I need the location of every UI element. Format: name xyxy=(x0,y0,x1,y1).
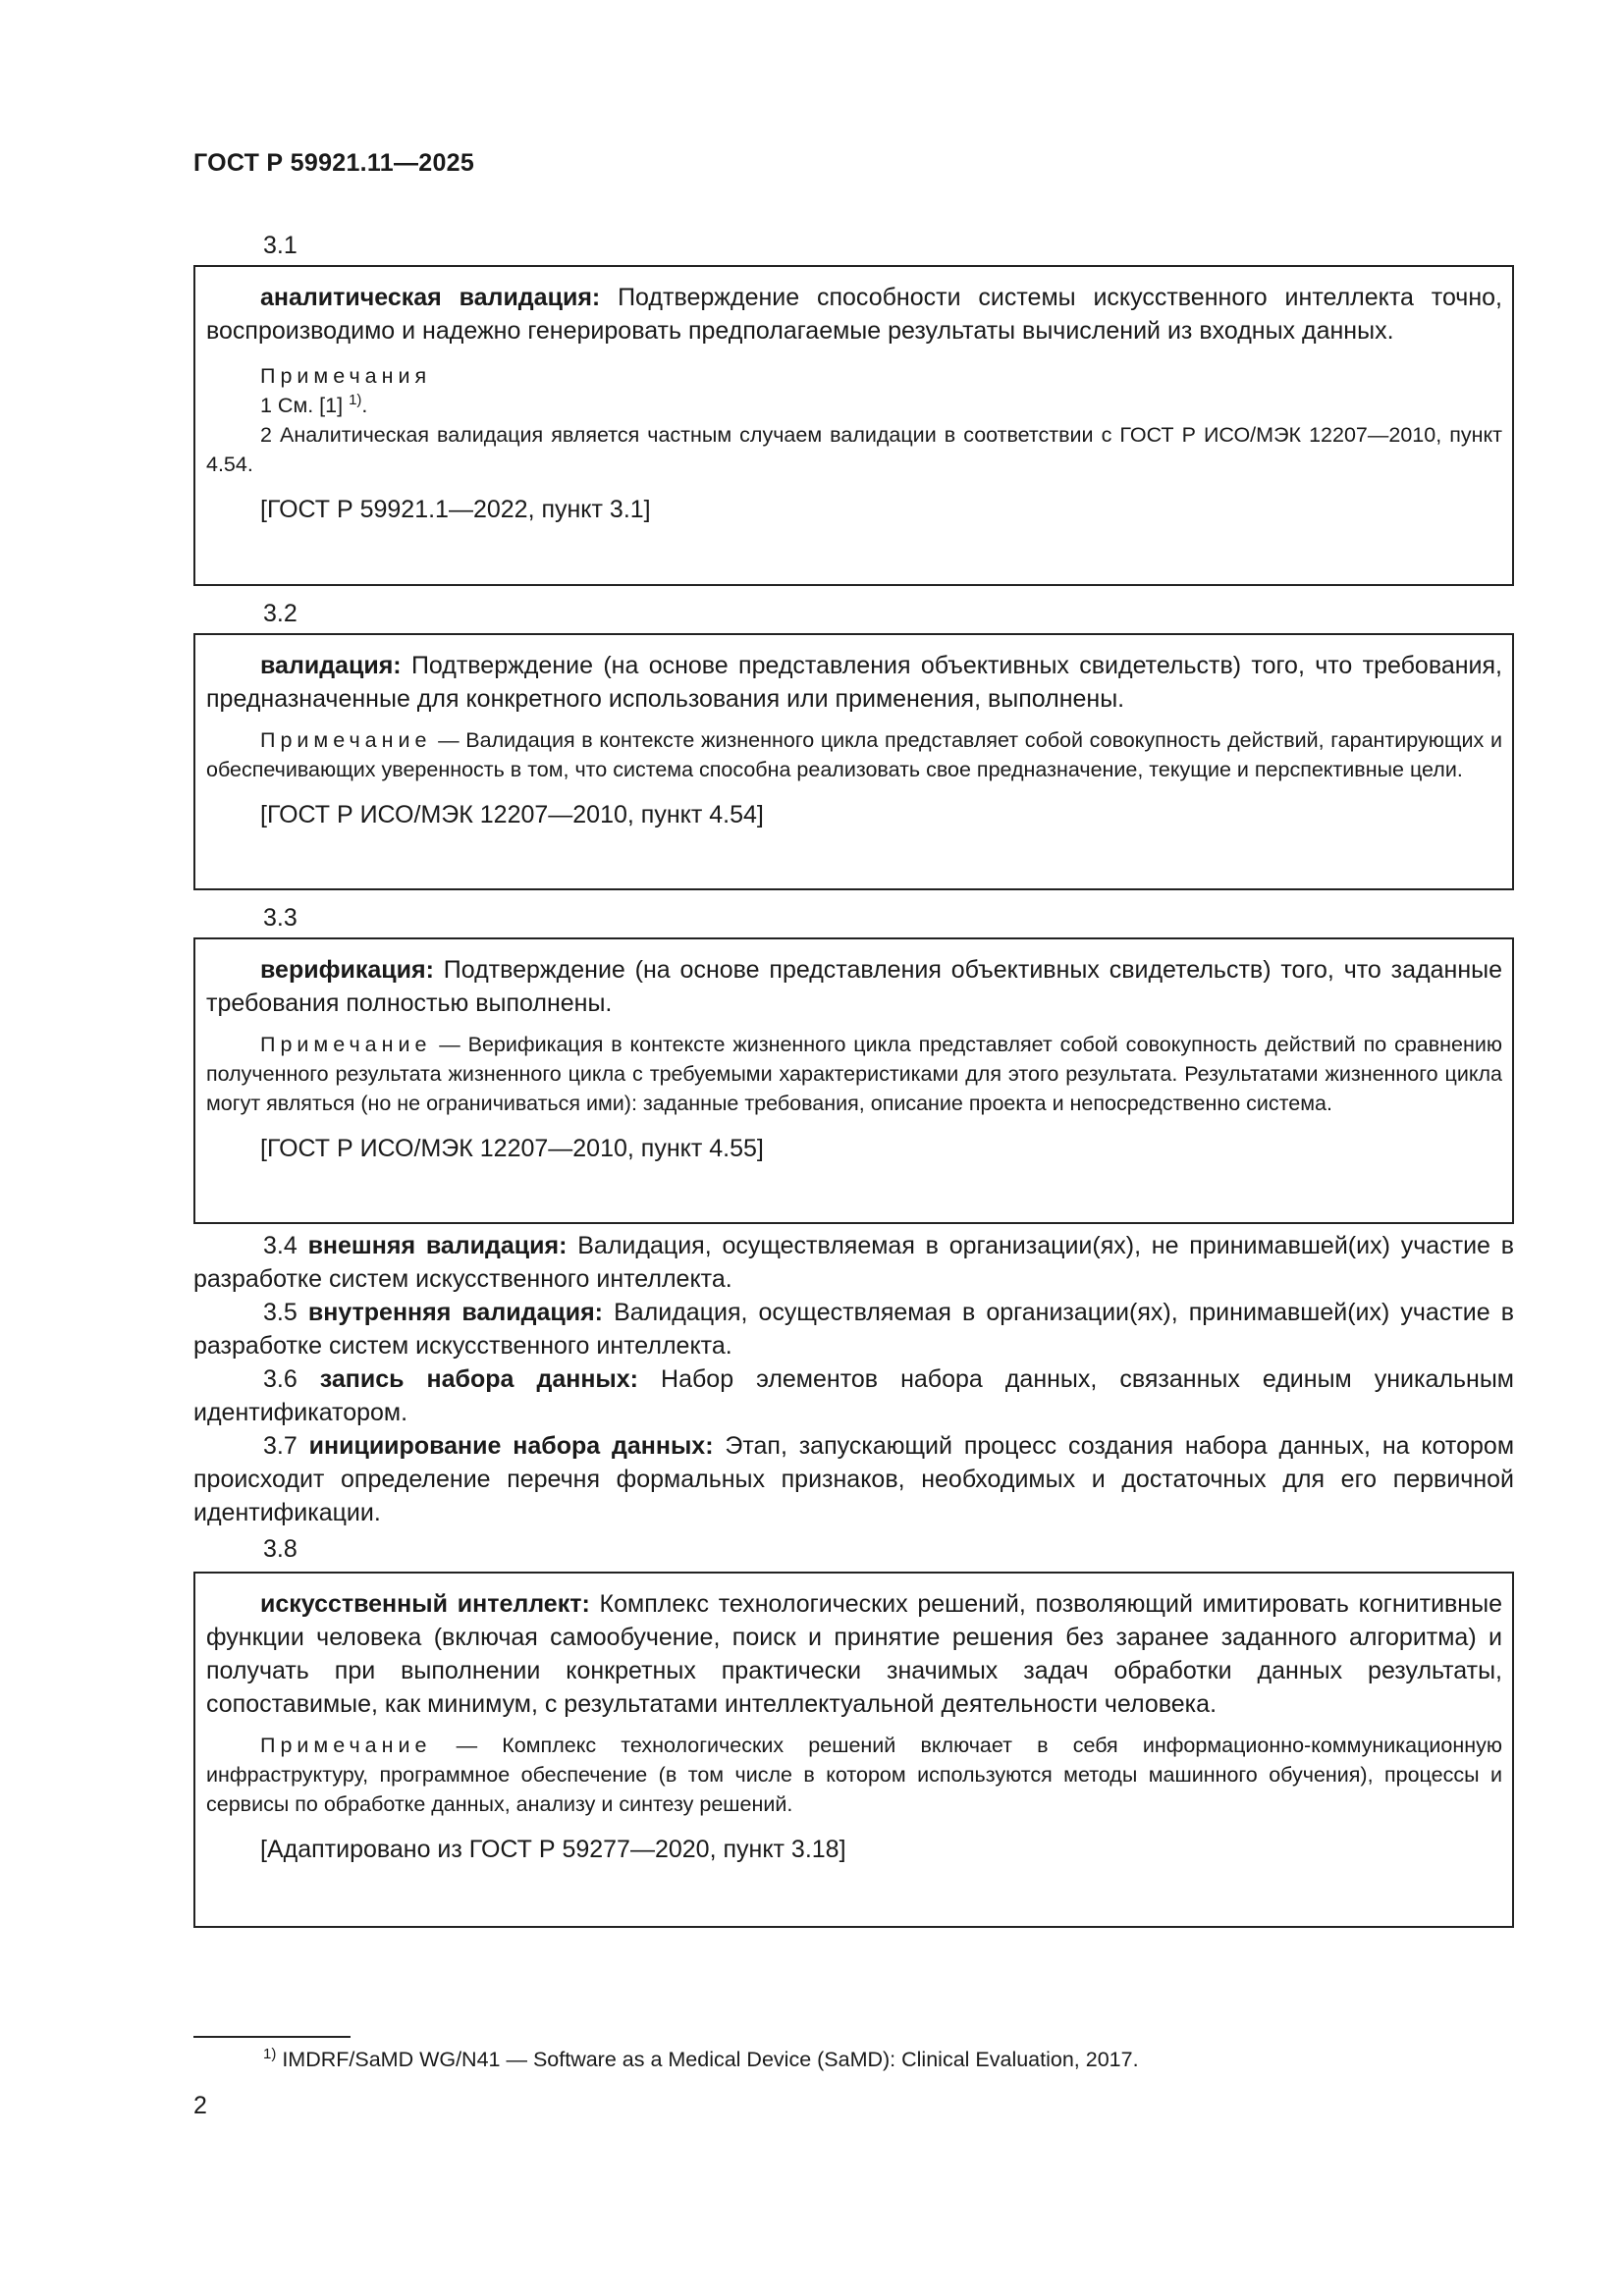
note: Примечание — Комплекс технологических решений включает в себя информационно-коммуникационную инфраструктуру, программное обеспечение (в том числе в котором используются методы машинного обучения), процессы и сервисы по обработке данных, анализу и синтезу решений. xyxy=(206,1734,1502,1816)
definition-text: Подтверждение способности системы искусственного интеллекта точно, воспроизводимо и надежно генерировать предполагаемые результаты вычислений из входных данных. xyxy=(206,284,1502,345)
notes-title: Примечания xyxy=(260,364,432,388)
term-definition xyxy=(206,953,1502,1020)
term-name: инициирование набора данных: xyxy=(308,1432,714,1460)
term-definition xyxy=(206,1587,1502,1721)
definition-text: Подтверждение (на основе представления объективных свидетельств) того, что заданные требования полностью выполнены. xyxy=(206,956,1502,1017)
footnote-text: IMDRF/SaMD WG/N41 — Software as a Medical Device (SaMD): Clinical Evaluation, 2017. xyxy=(276,2048,1139,2071)
note-2: 2 Аналитическая валидация является частным случаем валидации в соответствии с ГОСТ Р ИСО/МЭК 12207—2010, пункт 4.54. xyxy=(206,423,1502,476)
term-name: валидация: xyxy=(260,652,402,679)
source-reference: [ГОСТ Р ИСО/МЭК 12207—2010, пункт 4.54] xyxy=(260,801,764,828)
term-box-verification xyxy=(193,937,1514,1224)
term-box-analytical-validation xyxy=(193,265,1514,586)
definition-item: 3.5 внутренняя валидация: Валидация, осуществляемая в организации(ях), принимавшей(их) участие в разработке систем искусственного интеллекта. xyxy=(193,1299,1514,1360)
term-name: запись набора данных: xyxy=(319,1365,638,1393)
definition-item: 3.4 внешняя валидация: Валидация, осуществляемая в организации(ях), не принимавшей(их) участие в разработке систем искусственного интеллекта. xyxy=(193,1232,1515,1293)
term-name: внутренняя валидация: xyxy=(307,1299,603,1326)
note-1: 1 См. [1] $^{1)}$. xyxy=(260,391,368,417)
source-reference: [ГОСТ Р 59921.1—2022, пункт 3.1] xyxy=(260,496,651,523)
term-name: верификация: xyxy=(260,956,434,984)
entry-number: 3.1 xyxy=(263,232,298,259)
term-definition xyxy=(206,281,1502,347)
term-name: аналитическая валидация: xyxy=(260,284,601,311)
entry-number: 3.3 xyxy=(263,904,298,932)
footnote-separator xyxy=(193,2036,351,2038)
definitions-list xyxy=(193,1229,1514,1529)
entry-number: 3.2 xyxy=(263,600,298,627)
note: Примечание — Верификация в контексте жизненного цикла представляет собой совокупность действий по сравнению полученного результата жизненного цикла с требуемыми характеристиками для этого результата. Результатами жизненного цикла могут являться (но не ограничиваться ими): заданные требования, описание проекта и непосредственно система. xyxy=(206,1033,1502,1115)
footnote-marker: 1) xyxy=(263,2045,277,2062)
definition-item: 3.7 инициирование набора данных: Этап, запускающий процесс создания набора данных, на котором происходит определение перечня формальных признаков, необходимых и достаточных для его первичной идентификации. xyxy=(193,1432,1515,1526)
definition-text: Подтверждение (на основе представления объективных свидетельств) того, что требования, предназначенные для конкретного использования или применения, выполнены. xyxy=(206,652,1502,713)
source-reference: [Адаптировано из ГОСТ Р 59277—2020, пункт 3.18] xyxy=(260,1836,846,1863)
definition-text: Комплекс технологических решений, позволяющий имитировать когнитивные функции человека (включая самообучение, поиск и принятие решения без заранее заданного алгоритма) и получать при выполнении конкретных практически значимых задач обработки данных результаты, сопоставимые, как минимум, с результатами интеллектуальной деятельности человека. xyxy=(206,1590,1502,1718)
footnote-ref: 1) xyxy=(349,391,362,408)
page-number: 2 xyxy=(193,2092,207,2119)
term-box-validation xyxy=(193,633,1514,890)
term-name: искусственный интеллект: xyxy=(260,1590,590,1618)
document-header: ГОСТ Р 59921.11—2025 xyxy=(193,149,475,177)
term-definition xyxy=(206,649,1502,716)
entry-number: 3.8 xyxy=(263,1535,298,1563)
term-name: внешняя валидация: xyxy=(307,1232,568,1259)
term-box-artificial-intelligence xyxy=(193,1572,1514,1928)
source-reference: [ГОСТ Р ИСО/МЭК 12207—2010, пункт 4.55] xyxy=(260,1135,764,1162)
definition-item: 3.6 запись набора данных: Набор элементов набора данных, связанных единым уникальным идентификатором. xyxy=(193,1365,1514,1426)
note: Примечание — Валидация в контексте жизненного цикла представляет собой совокупность действий, гарантирующих и обеспечивающих уверенность в том, что система способна реализовать свое предназначение, текущие и перспективные цели. xyxy=(206,728,1502,781)
footnote xyxy=(263,2045,1139,2074)
